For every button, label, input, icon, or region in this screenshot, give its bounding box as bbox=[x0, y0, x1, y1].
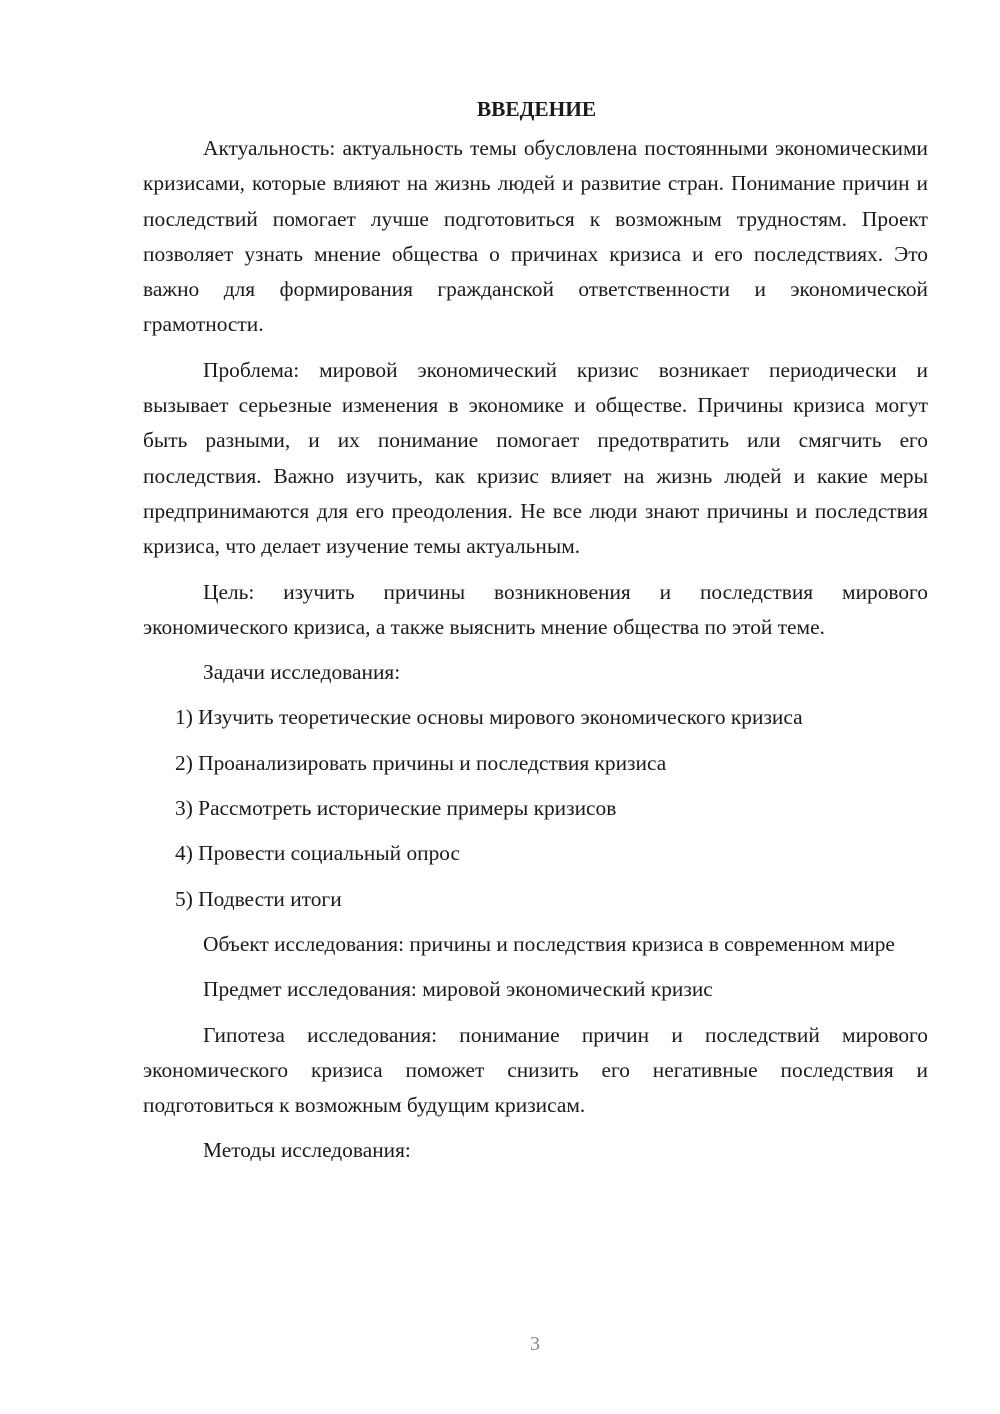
subject-paragraph: Предмет исследования: мировой экономический кризис bbox=[203, 977, 713, 1002]
task-item-3: 3) Рассмотреть исторические примеры кризисов bbox=[175, 796, 617, 821]
page-number: 3 bbox=[530, 1333, 540, 1355]
methods-title: Методы исследования: bbox=[203, 1138, 411, 1163]
task-item-1: 1) Изучить теоретические основы мирового экономического кризиса bbox=[175, 705, 803, 730]
hypothesis-paragraph: Гипотеза исследования: понимание причин и последствий мирового экономического кризиса поможет снизить его негативные последствия и подготовиться к возможным будущим кризисам. bbox=[143, 1022, 928, 1118]
task-item-2: 2) Проанализировать причины и последствия кризиса bbox=[175, 750, 667, 775]
tasks-title: Задачи исследования: bbox=[203, 660, 401, 685]
problem-paragraph: Проблема: мировой экономический кризис возникает периодически и вызывает серьезные изменения в экономике и обществе. Причины кризиса могут быть разными, и их понимание помогает предотвратить или смягчить его последствия. Важно изучить, как кризис влияет на жизнь людей и какие меры предпринимаются для его преодоления. Не все люди знают причины и последствия кризиса, что делает изучение темы актуальным. bbox=[143, 357, 928, 559]
document-page bbox=[143, 92, 928, 1179]
goal-paragraph: Цель: изучить причины возникновения и последствия мирового экономического кризиса, а также выяснить мнение общества по этой теме. bbox=[143, 579, 928, 639]
object-paragraph: Объект исследования: причины и последствия кризиса в современном мире bbox=[203, 931, 895, 956]
task-item-5: 5) Подвести итоги bbox=[175, 886, 342, 911]
task-item-4: 4) Провести социальный опрос bbox=[175, 841, 461, 866]
relevance-paragraph: Актуальность: актуальность темы обусловлена постоянными экономическими кризисами, которые влияют на жизнь людей и развитие стран. Понимание причин и последствий помогает лучше подготовиться к возможным трудностям. Проект позволяет узнать мнение общества о причинах кризиса и его последствиях. Это важно для формирования гражданской ответственности и экономической грамотности. bbox=[143, 136, 928, 337]
section-heading: ВВЕДЕНИЕ bbox=[476, 97, 597, 121]
